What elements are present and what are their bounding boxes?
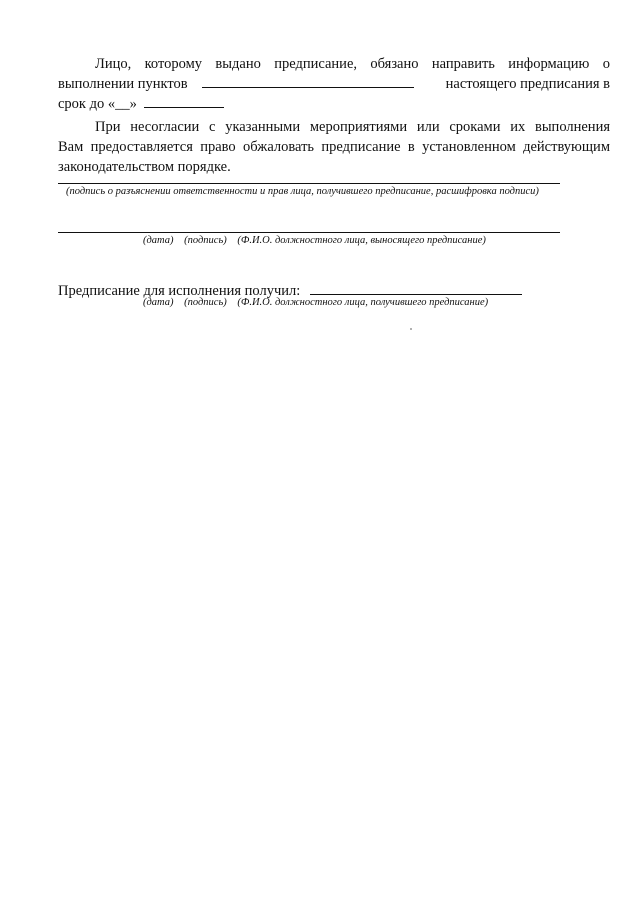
caption-recipient-name: (Ф.И.О. должностного лица, получившего предписание) — [237, 297, 489, 308]
paragraph-appeal — [58, 117, 610, 177]
caption-date: (дата) — [143, 235, 174, 246]
obligation-items-label: выполнении пунктов — [58, 76, 188, 92]
obligation-items-suffix: настоящего предписания в — [445, 76, 610, 92]
appeal-line-3: законодательством порядке. — [58, 159, 231, 175]
appeal-line-2: Вам предоставляется право обжаловать предписание в установленном действующим — [58, 139, 610, 155]
obligation-line-3 — [58, 94, 610, 114]
caption-date: (дата) — [143, 297, 174, 308]
scan-speck — [410, 328, 412, 330]
paragraph-obligation — [58, 54, 610, 114]
signature-line-issuer[interactable] — [58, 232, 560, 233]
deadline-blank-field[interactable] — [144, 94, 224, 108]
obligation-line-1: Лицо, которому выдано предписание, обязано направить информацию о — [95, 56, 610, 72]
items-blank-field[interactable] — [202, 74, 414, 88]
signature-line-explanation[interactable] — [58, 183, 560, 184]
caption-issuer-name: (Ф.И.О. должностного лица, выносящего предписание) — [237, 235, 486, 246]
obligation-line-2 — [58, 74, 610, 94]
signature-caption-issuer — [143, 235, 494, 246]
caption-signature: (подпись) — [184, 297, 227, 308]
caption-signature: (подпись) — [184, 235, 227, 246]
deadline-label: срок до «__» — [58, 96, 137, 112]
received-blank-field[interactable] — [310, 281, 522, 295]
appeal-line-1: При несогласии с указанными мероприятиями или сроками их выполнения — [95, 119, 610, 135]
signature-caption-recipient — [143, 297, 496, 308]
received-label: Предписание для исполнения получил: — [58, 283, 301, 299]
signature-caption-explanation: (подпись о разъяснении ответственности и прав лица, получившего предписание, расшифровка подписи) — [66, 186, 539, 197]
